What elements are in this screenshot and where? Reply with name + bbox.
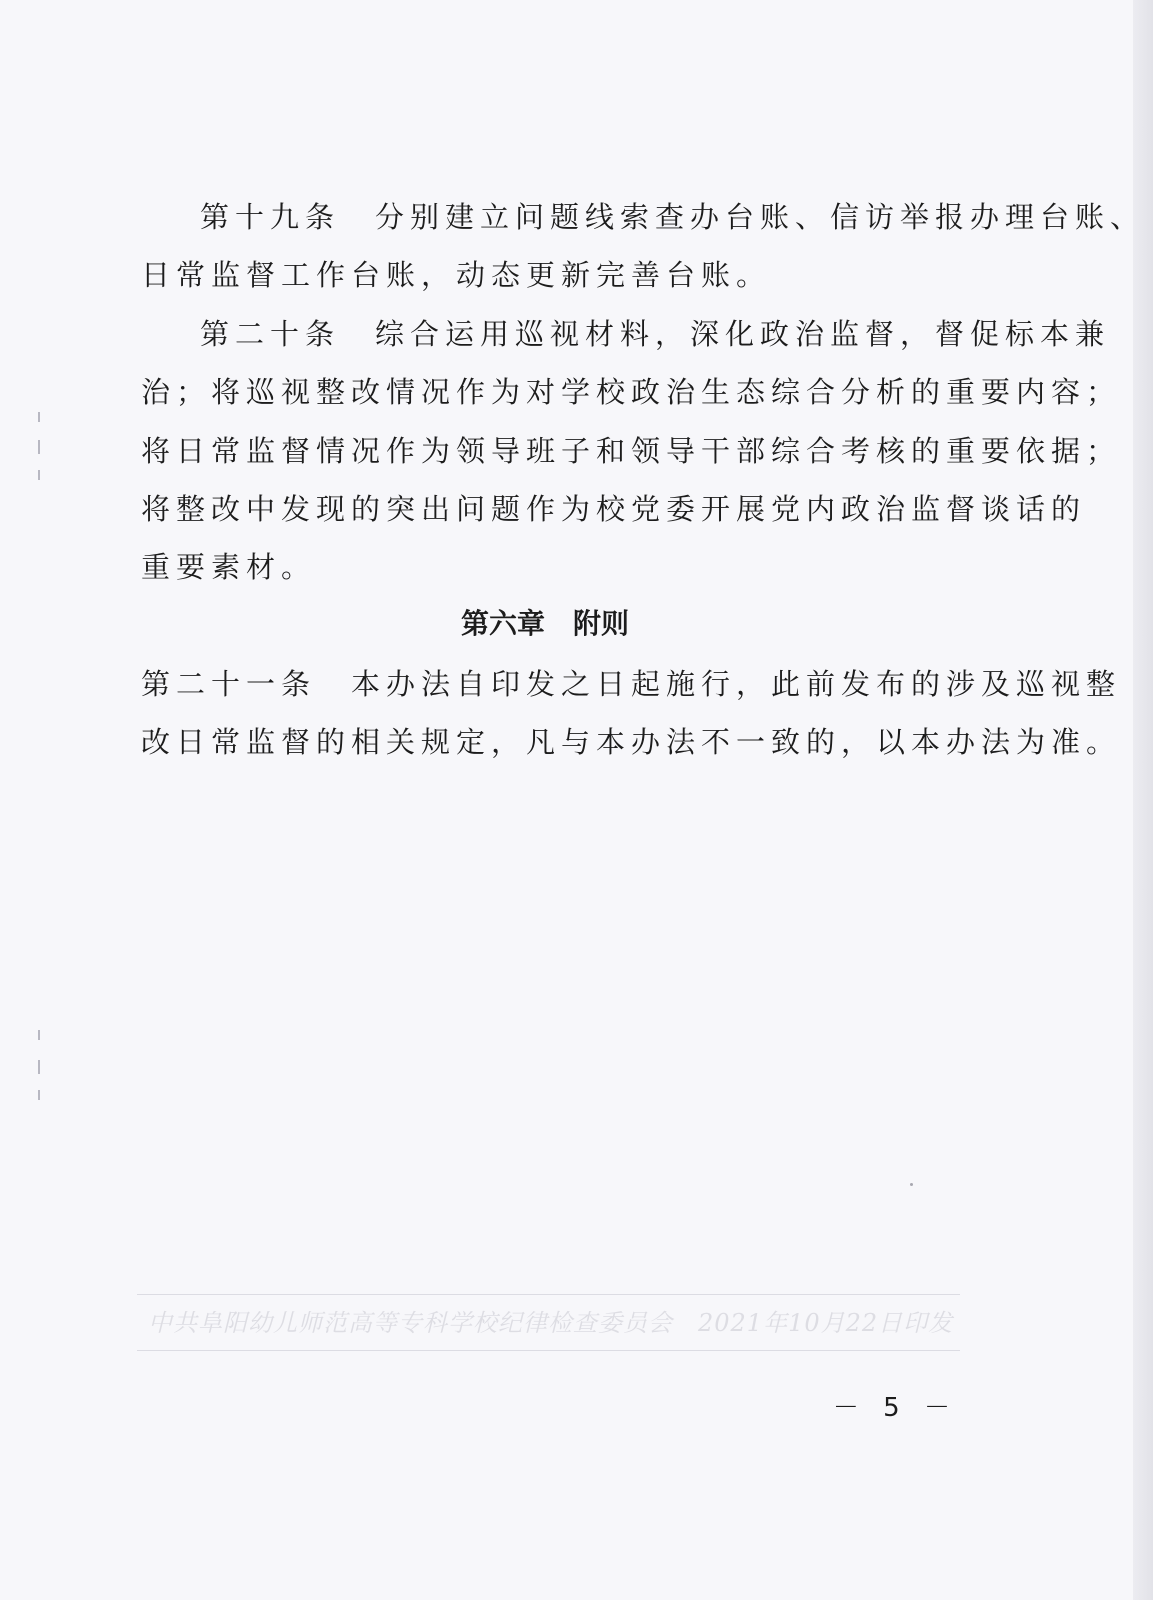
binding-mark: [38, 1030, 40, 1040]
article-21-line-1: 第二十一条 本办法自印发之日起施行，此前发布的涉及巡视整: [141, 667, 1122, 701]
chapter-heading: 第六章 附则: [460, 607, 629, 640]
binding-mark: [38, 412, 40, 422]
page-number: － 5 －: [832, 1393, 958, 1423]
binding-mark: [38, 440, 40, 454]
article-20-line-3: 将日常监督情况作为领导班子和领导干部综合考核的重要依据；: [141, 434, 1122, 468]
page-edge-shadow: [1133, 0, 1153, 1600]
article-20-line-5: 重要素材。: [141, 550, 317, 584]
footer-top-rule: [137, 1294, 960, 1295]
scan-speck: [910, 1183, 913, 1186]
footer-bottom-rule: [137, 1350, 960, 1351]
article-20-line-2: 治；将巡视整改情况作为对学校政治生态综合分析的重要内容；: [141, 375, 1122, 409]
article-20-line-4: 将整改中发现的突出问题作为校党委开展党内政治监督谈话的: [141, 492, 1087, 526]
article-19-line-1: 第十九条 分别建立问题线索查办台账、信访举报办理台账、: [200, 200, 1146, 234]
binding-mark: [38, 1060, 40, 1074]
footer-imprint: 中共阜阳幼儿师范高等专科学校纪律检查委员会 2021年10月22日印发: [148, 1309, 954, 1337]
article-20-line-1: 第二十条 综合运用巡视材料，深化政治监督，督促标本兼: [200, 317, 1111, 351]
binding-mark: [38, 1090, 40, 1100]
binding-mark: [38, 470, 40, 480]
article-19-line-2: 日常监督工作台账，动态更新完善台账。: [141, 258, 772, 292]
article-21-line-2: 改日常监督的相关规定，凡与本办法不一致的，以本办法为准。: [141, 725, 1122, 759]
